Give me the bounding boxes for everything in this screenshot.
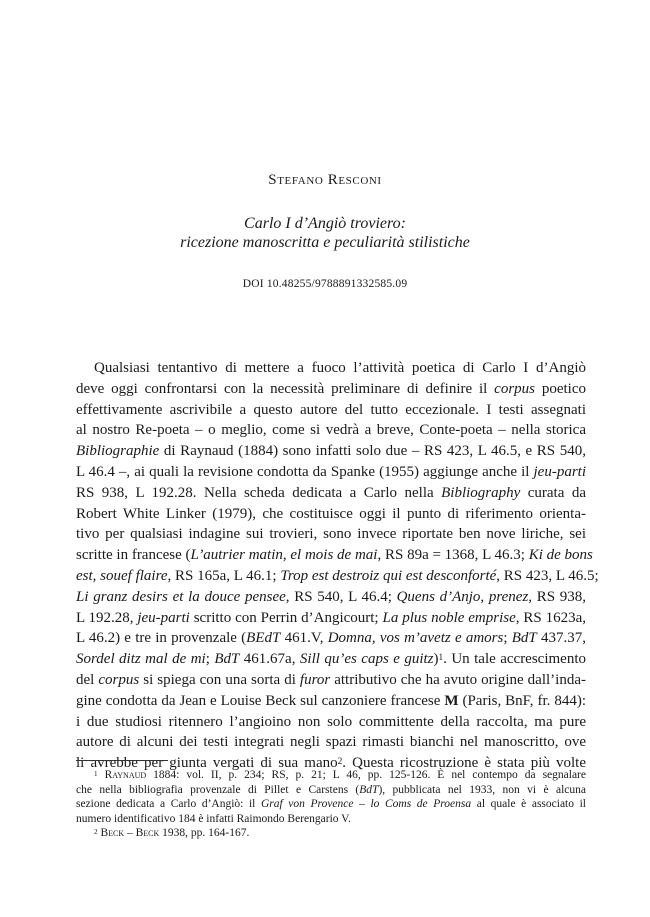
author-name: Stefano Resconi — [268, 172, 382, 188]
footnote-1 — [76, 768, 586, 826]
body-line: scritte in francese (L’autrier matin, el mois de mai, RS 89a = 1368, L 46.3; Ki de bons — [76, 547, 593, 564]
footnote-line: $^2$ Beck – Beck 1938, pp. 164-167. — [94, 827, 250, 839]
chapter-title — [0, 214, 650, 252]
body-line: est, souef flaire, RS 165a, L 46.1; Trop est destroiz qui est desconforté, RS 423, L 46.5; — [76, 567, 599, 584]
body-paragraph — [76, 358, 599, 774]
doi-identifier: DOI 10.48255/9788891332585.09 — [242, 278, 408, 290]
title-line-2: ricezione manoscritta e peculiarità stilistiche — [180, 234, 470, 251]
footnote-line: numero identificativo 184 è infatti Raimondo Berengario V. — [76, 812, 351, 825]
body-line: Bibliographie di Raynaud (1884) sono infatti solo due – RS 423, L 46.5, e RS 540, — [76, 443, 586, 460]
body-line: Li granz desirs et la douce pensee, RS 540, L 46.4; Quens d’Anjo, prenez, RS 938, — [76, 588, 587, 605]
body-line: autore di alcuni dei testi integrati negli spazi rimasti bianchi nel manoscritto, ove — [76, 734, 586, 751]
body-line: RS 938, L 192.28. Nella scheda dedicata a Carlo nella Bibliography curata da — [76, 484, 586, 501]
body-line: L 192.28, jeu-parti scritto con Perrin d’Angicourt; La plus noble emprise, RS 1623a, — [76, 609, 586, 626]
footnote-line: $^1$ Raynaud 1884: vol. II, p. 234; RS, p. 21; L 46, pp. 125-126. È nel contempo da segnalare — [94, 769, 586, 781]
body-line: gine condotta da Jean e Louise Beck sul canzoniere francese M (Paris, BnF, fr. 844): — [76, 692, 586, 709]
footnote-2 — [76, 826, 586, 841]
body-line: deve oggi confrontarsi con la necessità preliminare di definire il corpus poetico — [76, 380, 586, 397]
body-line: i due studiosi ritennero l’angioino non solo committente della raccolta, ma pure — [76, 713, 586, 730]
footnote-separator — [76, 760, 168, 761]
footnote-line: sezione dedicata a Carlo d’Angiò: il Graf von Provence – lo Coms de Proensa al quale è associato il — [76, 798, 586, 810]
footnote-ref-2[interactable]: 2 — [337, 756, 343, 767]
body-line: L 46.4 –, ai quali la revisione condotta da Spanke (1955) aggiunge anche il jeu-parti — [76, 463, 586, 480]
footnote-ref-1[interactable]: 1 — [438, 652, 444, 663]
title-line-1: Carlo I d’Angiò troviero: — [244, 215, 406, 232]
body-line: Sordel ditz mal de mi; BdT 461.67a, Sill qu’es caps e guitz)$^1$. Un tale accrescimento — [76, 651, 586, 668]
body-line: Qualsiasi tentantivo di mettere a fuoco l’attività poetica di Carlo I d’Angiò — [94, 360, 586, 376]
body-line: L 46.2) e tre in provenzale (BEdT 461.V, Domna, vos m’avetz e amors; BdT 437.37, — [76, 630, 586, 647]
body-line: tivo per qualsiasi indagine sui trovieri, sono invece riportate ben nove liriche, sei — [76, 526, 586, 543]
body-line: del corpus si spiega con una sorta di furor attributivo che ha avuto origine dall’inda- — [76, 671, 586, 688]
body-line: al nostro Re-poeta – o meglio, come si vedrà a breve, Conte-poeta – nella storica — [76, 422, 586, 439]
body-line: li avrebbe per giunta vergati di sua mano$^2$. Questa ricostruzione è stata più volte — [76, 755, 587, 772]
footnote-line: che nella bibliografia provenzale di Pillet e Carstens (BdT), pubblicata nel 1933, non vi è alcuna — [76, 783, 586, 796]
body-line: Robert White Linker (1979), che costituisce oggi il punto di riferimento orienta- — [76, 505, 586, 522]
body-line: effettivamente ascrivibile a questo autore del tutto eccezionale. I testi assegnati — [76, 401, 586, 418]
